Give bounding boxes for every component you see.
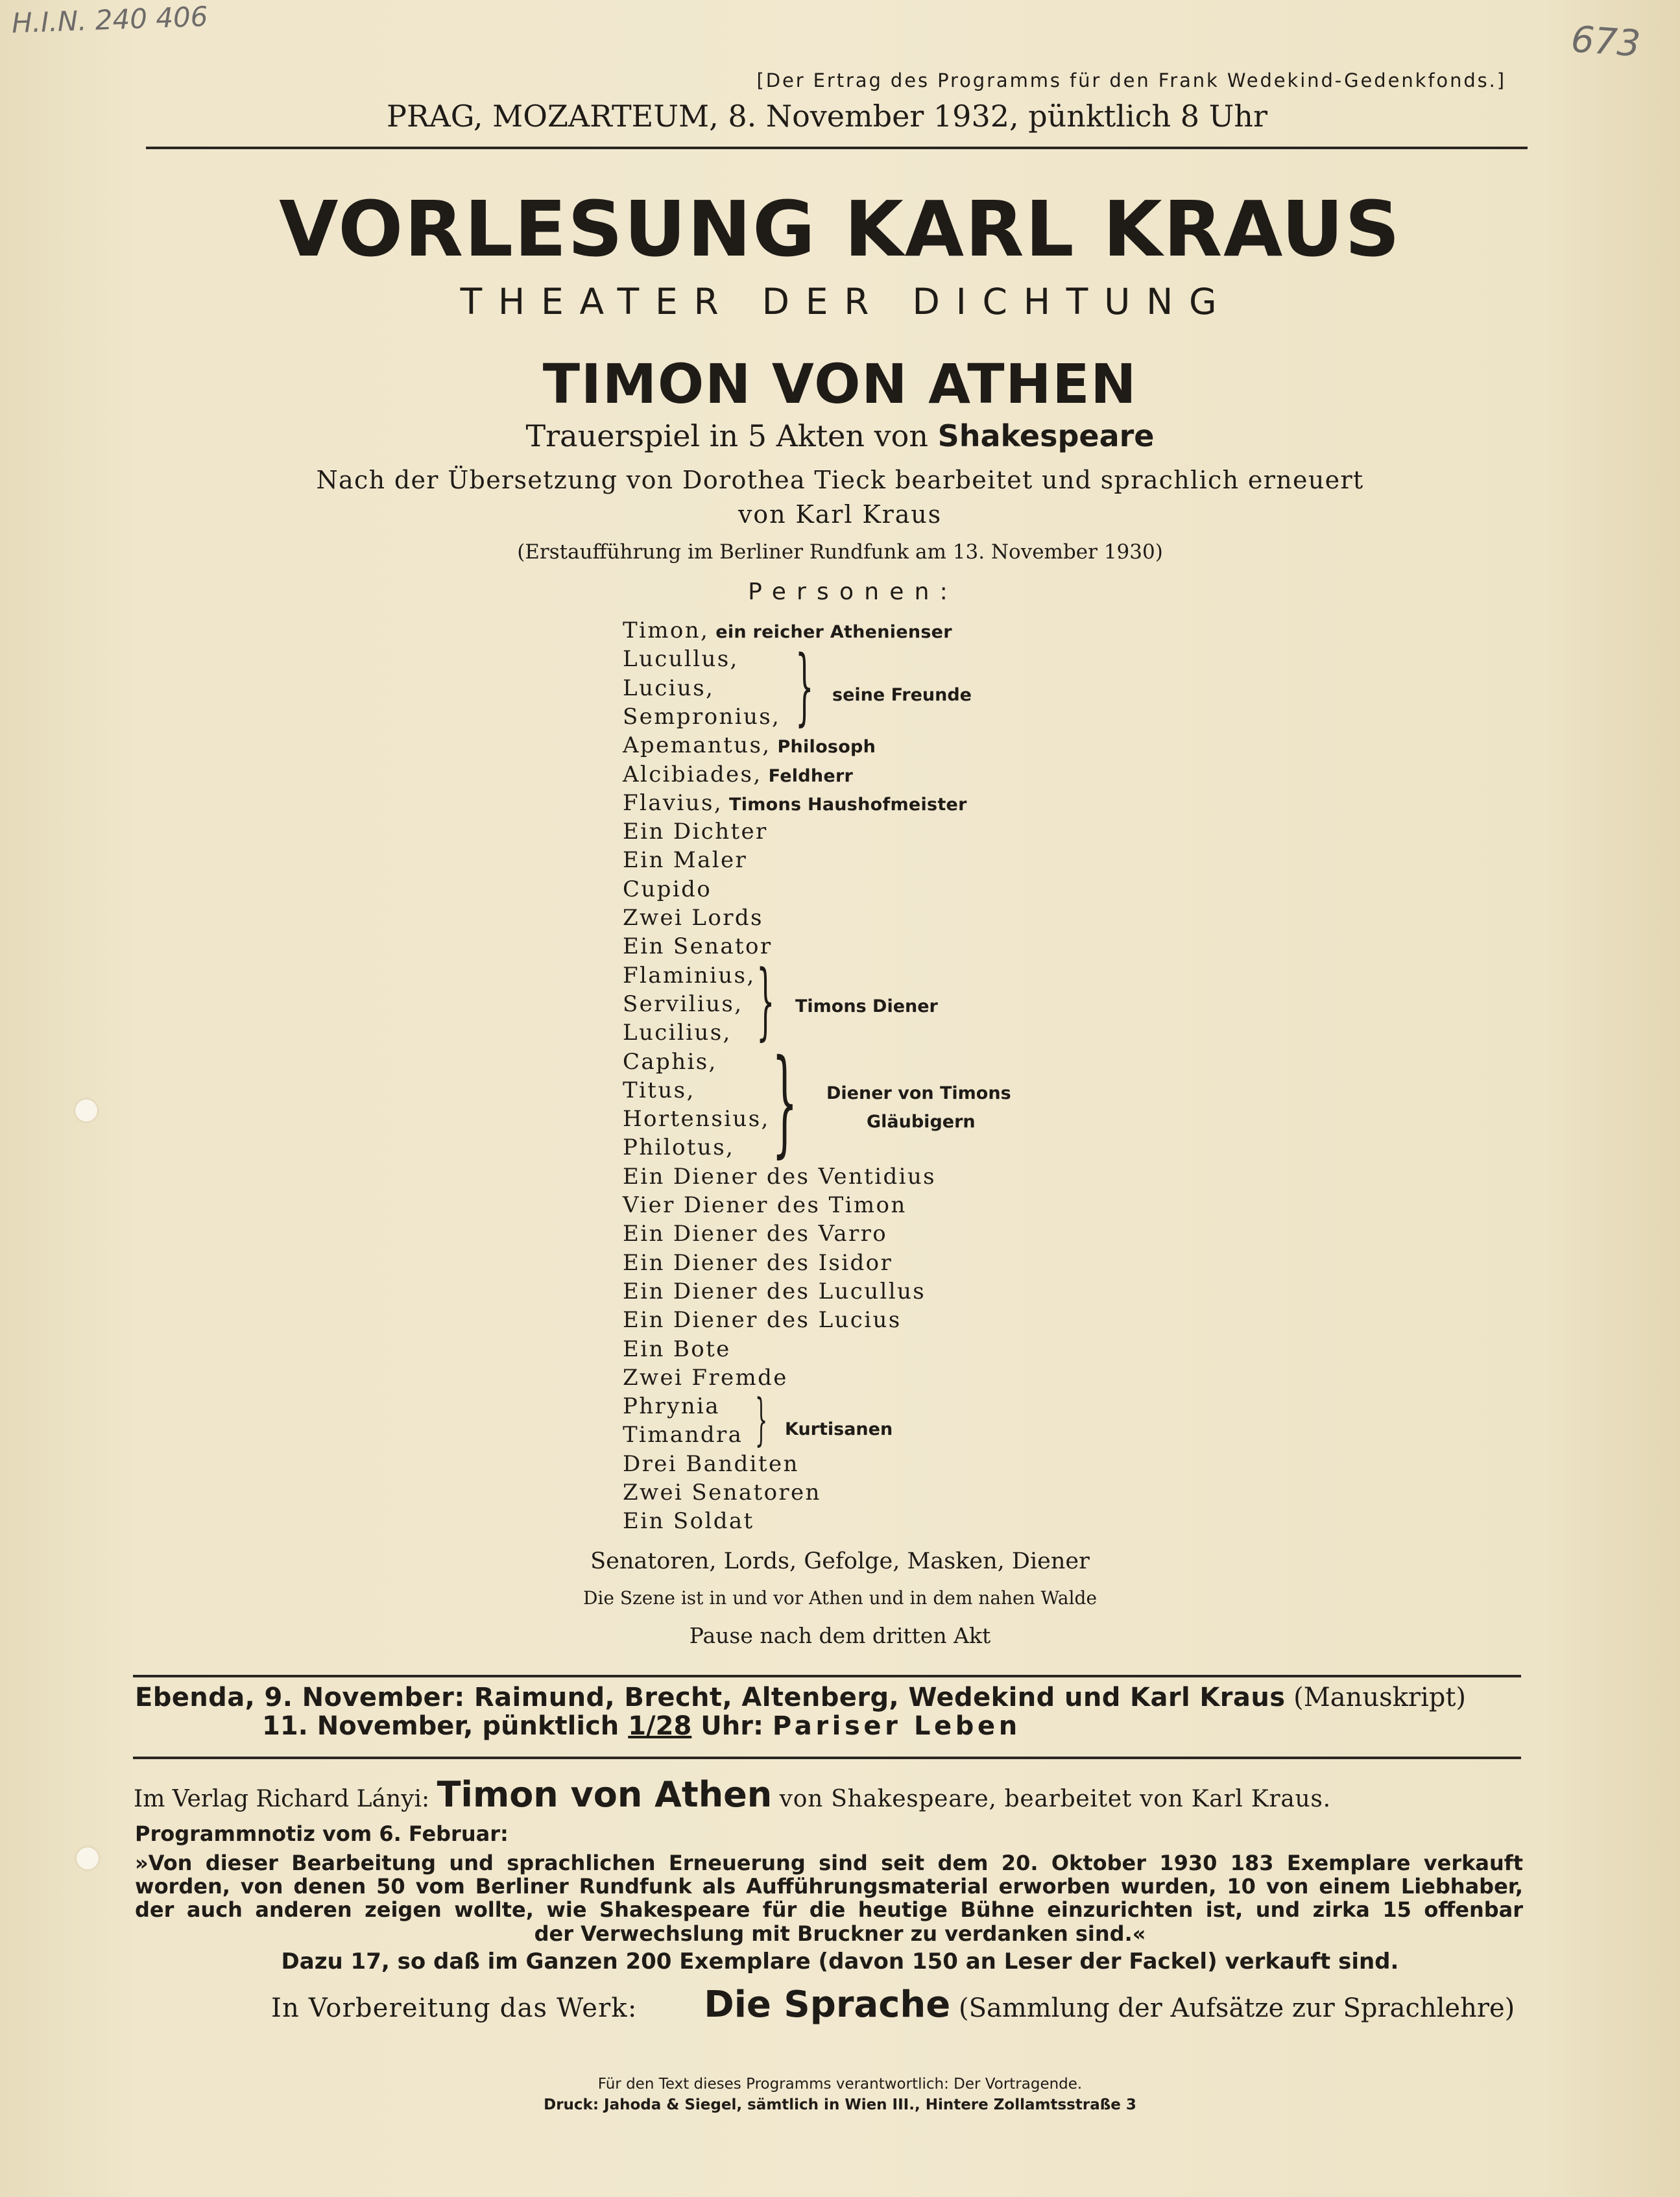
upcoming-date: 11. November, pünktlich [262, 1711, 619, 1741]
person-row [623, 1277, 926, 1306]
person-row [623, 1507, 754, 1535]
quote-line-3: der auch anderen zeigen wollte, wie Shakespeare für die heutige Bühne einzurichten ist, und zirka 15 offenbar [135, 1897, 1523, 1922]
person-row [623, 1392, 720, 1421]
person-name: Zwei Senatoren [623, 1480, 821, 1506]
person-name: Ein Diener des Lucius [623, 1307, 902, 1334]
person-description: Philosoph [777, 737, 876, 758]
extras-line: Senatoren, Lords, Gefolge, Masken, Diener [590, 1548, 1090, 1574]
person-row [623, 1421, 743, 1449]
person-name: Ein Diener des Isidor [623, 1249, 893, 1276]
person-name: Timon, [623, 618, 710, 643]
person-name: Timandra [623, 1422, 743, 1448]
person-row [623, 932, 773, 961]
person-row [623, 875, 712, 904]
person-name: Titus, [623, 1077, 695, 1103]
scene-line: Die Szene ist in und vor Athen und in dem nahen Walde [582, 1587, 1098, 1609]
prep-note: (Sammlung der Aufsätze zur Sprachlehre) [959, 1993, 1515, 2023]
page-number: 673 [1569, 18, 1642, 66]
footer-line-1: Für den Text dieses Programms verantwortlich: Der Vortragende. [597, 2076, 1083, 2093]
person-name: Lucilius, [623, 1020, 732, 1046]
punch-hole [77, 1847, 99, 1869]
person-name: Zwei Fremde [623, 1364, 788, 1391]
person-row [623, 1133, 734, 1162]
upcoming-rule-bottom [133, 1757, 1521, 1759]
total-line: Dazu 17, so daß im Ganzen 200 Exemplare (davon 150 an Leser der Fackel) verkauft sind. [281, 1949, 1399, 1975]
prep-title: Die Sprache [704, 1984, 951, 2026]
person-row [623, 961, 756, 990]
upcoming-line-1 [135, 1683, 1466, 1712]
person-row [623, 1105, 770, 1133]
header-rule [146, 147, 1528, 149]
premiere-note: (Erstaufführung im Berliner Rundfunk am 13. November 1930) [517, 540, 1163, 564]
person-row [623, 904, 763, 932]
person-row [623, 1478, 821, 1507]
person-row [623, 789, 967, 817]
person-row [623, 1335, 731, 1363]
person-row [623, 1450, 799, 1478]
person-name: Cupido [623, 876, 712, 902]
person-row [623, 1306, 902, 1334]
person-row [623, 1219, 887, 1248]
person-row [623, 1191, 907, 1219]
genre-prefix: Trauerspiel in 5 Akten von [525, 418, 928, 453]
person-row [623, 846, 747, 874]
person-name: Caphis, [623, 1048, 717, 1075]
person-row [623, 817, 768, 846]
pause-line: Pause nach dem dritten Akt [689, 1623, 991, 1648]
person-name: Ein Diener des Varro [623, 1221, 888, 1247]
upcoming-rest: Uhr: [701, 1711, 763, 1741]
notice-heading: Programmnotiz vom 6. Februar: [135, 1821, 509, 1846]
upcoming-note: (Manuskript) [1293, 1683, 1467, 1712]
upcoming-line-2 [262, 1711, 1021, 1741]
quote-line-4: der Verwechslung mit Bruckner zu verdanken sind.« [534, 1921, 1146, 1946]
genre-line [0, 418, 1680, 453]
person-name: Sempronius, [623, 703, 781, 730]
quote-line-1: »Von dieser Bearbeitung und sprachlichen Erneuerung sind seit dem 20. Oktober 1930 183 Exemplare verkauft [135, 1851, 1523, 1875]
person-row [623, 990, 743, 1018]
person-name: Flavius, [623, 789, 723, 816]
person-name: Alcibiades, [623, 761, 762, 787]
publisher-line [134, 1774, 1331, 1815]
person-name: Lucius, [623, 675, 715, 701]
brace-friends: } [795, 638, 814, 735]
translation-line: Nach der Übersetzung von Dorothea Tieck bearbeitet und sprachlich erneuert [316, 466, 1364, 494]
person-name: Ein Maler [623, 847, 748, 874]
author: Shakespeare [937, 418, 1155, 453]
person-row [623, 674, 714, 702]
person-row [623, 645, 739, 673]
group-timons-servants: Timons Diener [795, 996, 938, 1016]
main-title: VORLESUNG KARL KRAUS [279, 184, 1401, 274]
punch-hole [75, 1099, 97, 1122]
upcoming-rule-top [133, 1675, 1521, 1677]
place-date: PRAG, MOZARTEUM, 8. November 1932, pünktlich 8 Uhr [387, 99, 1267, 134]
quote-line-2: worden, von denen 50 vom Berliner Rundfunk als Aufführungsmaterial erworben wurden, 10 von einem Liebhaber, [135, 1874, 1523, 1899]
brace-courtesans: } [755, 1387, 768, 1452]
prep-prefix: In Vorbereitung das Werk: [271, 1993, 638, 2023]
upcoming-title: Pariser Leben [772, 1711, 1021, 1741]
publisher-suffix: von Shakespeare, bearbeitet von Karl Kraus. [779, 1786, 1331, 1812]
person-name: Servilius, [623, 990, 743, 1017]
brace-creditor-servants: } [772, 1035, 798, 1169]
upcoming-time: 1/28 [628, 1711, 692, 1741]
footer-line-2: Druck: Jahoda & Siegel, sämtlich in Wien III., Hintere Zollamtsstraße 3 [544, 2096, 1136, 2113]
translation-by: von Karl Kraus [738, 500, 942, 529]
group-friends: seine Freunde [832, 685, 972, 705]
person-name: Drei Banditen [623, 1450, 799, 1477]
person-name: Ein Soldat [623, 1508, 754, 1535]
person-name: Ein Dichter [623, 819, 768, 845]
person-description: Feldherr [768, 765, 854, 786]
brace-timons-servants: } [756, 953, 775, 1050]
person-name: Hortensius, [623, 1106, 770, 1133]
person-name: Ein Diener des Ventidius [623, 1163, 936, 1190]
subtitle: THEATER DER DICHTUNG [460, 281, 1233, 322]
person-row [623, 1249, 893, 1277]
person-name: Phrynia [623, 1393, 720, 1420]
person-row [623, 760, 853, 789]
person-name: Flaminius, [623, 962, 756, 989]
upcoming-main: Ebenda, 9. November: Raimund, Brecht, Altenberg, Wedekind und Karl Kraus [135, 1683, 1286, 1712]
person-row [623, 702, 780, 731]
revenue-note: [Der Ertrag des Programms für den Frank Wedekind-Gedenkfonds.] [756, 69, 1506, 91]
person-name: Ein Senator [623, 933, 773, 960]
person-name: Lucullus, [623, 646, 739, 673]
person-description: ein reicher Athenienser [715, 622, 952, 642]
person-name: Vier Diener des Timon [623, 1192, 907, 1218]
person-name: Zwei Lords [623, 905, 763, 931]
person-row [623, 1048, 717, 1076]
group-courtesans: Kurtisanen [785, 1419, 893, 1439]
publisher-prefix: Im Verlag Richard Lányi: [134, 1786, 430, 1812]
person-name: Ein Bote [623, 1336, 731, 1362]
person-name: Ein Diener des Lucullus [623, 1278, 926, 1304]
publisher-book: Timon von Athen [437, 1774, 773, 1815]
person-name: Apemantus, [623, 732, 771, 759]
person-name: Philotus, [623, 1135, 735, 1161]
person-row [623, 731, 876, 760]
person-row [623, 616, 952, 645]
persons-heading: Personen: [748, 579, 958, 605]
archive-number: H.I.N. 240 406 [11, 0, 209, 40]
group-creditor-servants-1: Diener von Timons [826, 1083, 1011, 1103]
prep-line [271, 1984, 1515, 2026]
person-row [623, 1076, 695, 1105]
play-title: TIMON VON ATHEN [542, 352, 1138, 416]
group-creditor-servants-2: Gläubigern [867, 1112, 976, 1132]
person-description: Timons Haushofmeister [729, 794, 967, 815]
person-row [623, 1018, 732, 1047]
